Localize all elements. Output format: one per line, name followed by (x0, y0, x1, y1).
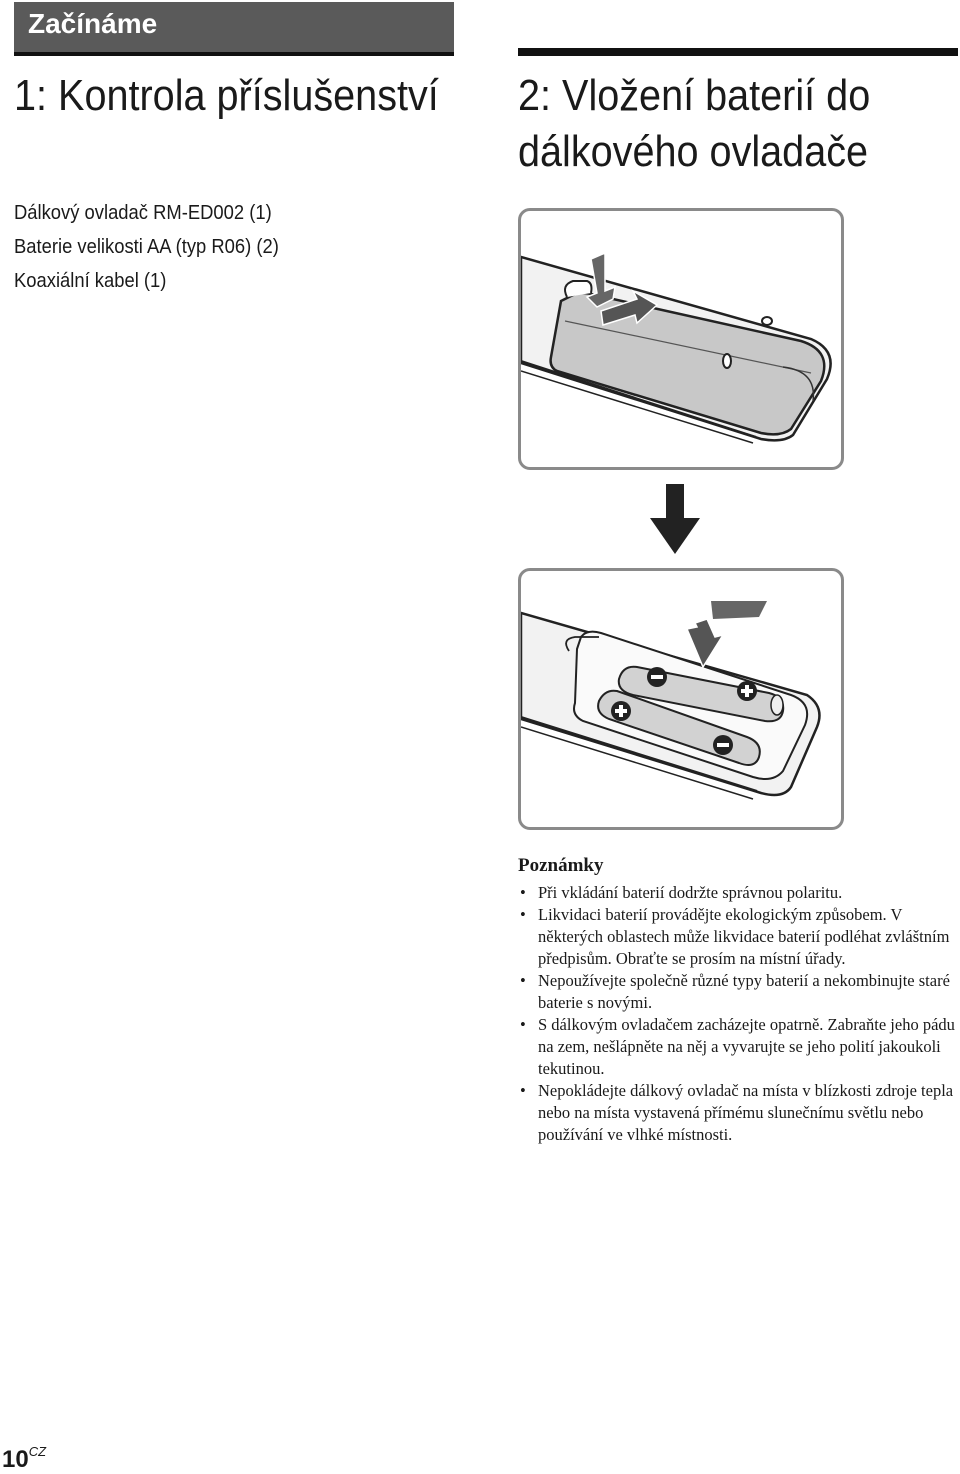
illustration-remove-cover (518, 208, 844, 470)
heading-accessories: 1: Kontrola příslušenství (14, 71, 439, 120)
remote-cover-illustration (521, 211, 841, 467)
notes-title: Poznámky (518, 855, 604, 876)
page-language: CZ (28, 1444, 47, 1459)
list-item: Koaxiální kabel (1) (14, 270, 167, 292)
column-top-rule (518, 48, 958, 56)
notes-list (518, 882, 958, 1146)
illustration-insert-batteries (518, 568, 844, 830)
list-item: • Nepokládejte dálkový ovladač na místa v blízkosti zdroje tepla nebo na místa vystavená přímému slunečnímu světlu nebo používání ve vlhké místnosti. (518, 1080, 958, 1146)
page-number-value: 10 (2, 1446, 29, 1473)
notes-section (518, 854, 958, 1146)
page-number (2, 1446, 46, 1474)
list-item: • Nepoužívejte společně různé typy baterií a nekombinujte staré baterie s novými. (518, 970, 958, 1014)
list-item: • Při vkládání baterií dodržte správnou polaritu. (518, 882, 958, 904)
section-header-bar (14, 2, 454, 56)
arrow-down-icon (650, 484, 700, 556)
remote-batteries-illustration (521, 571, 841, 827)
accessories-list (14, 196, 302, 298)
arrow-down-icon (687, 619, 723, 667)
list-item: Dálkový ovladač RM-ED002 (1) (14, 202, 272, 224)
list-item: • S dálkovým ovladačem zacházejte opatrně. Zabraňte jeho pádu na zem, nešlápněte na něj a vyvarujte se jeho polití jakoukoli tekutinou. (518, 1014, 958, 1080)
section-title: Začínáme (28, 8, 158, 39)
list-item: Baterie velikosti AA (typ R06) (2) (14, 236, 279, 258)
list-item: • Likvidaci baterií provádějte ekologickým způsobem. V některých oblastech může likvidace baterií podléhat zvláštním předpisům. Obraťte se prosím na místní úřady. (518, 904, 958, 970)
heading-battery-insertion: 2: Vložení baterií do dálkového ovladače (518, 71, 871, 176)
